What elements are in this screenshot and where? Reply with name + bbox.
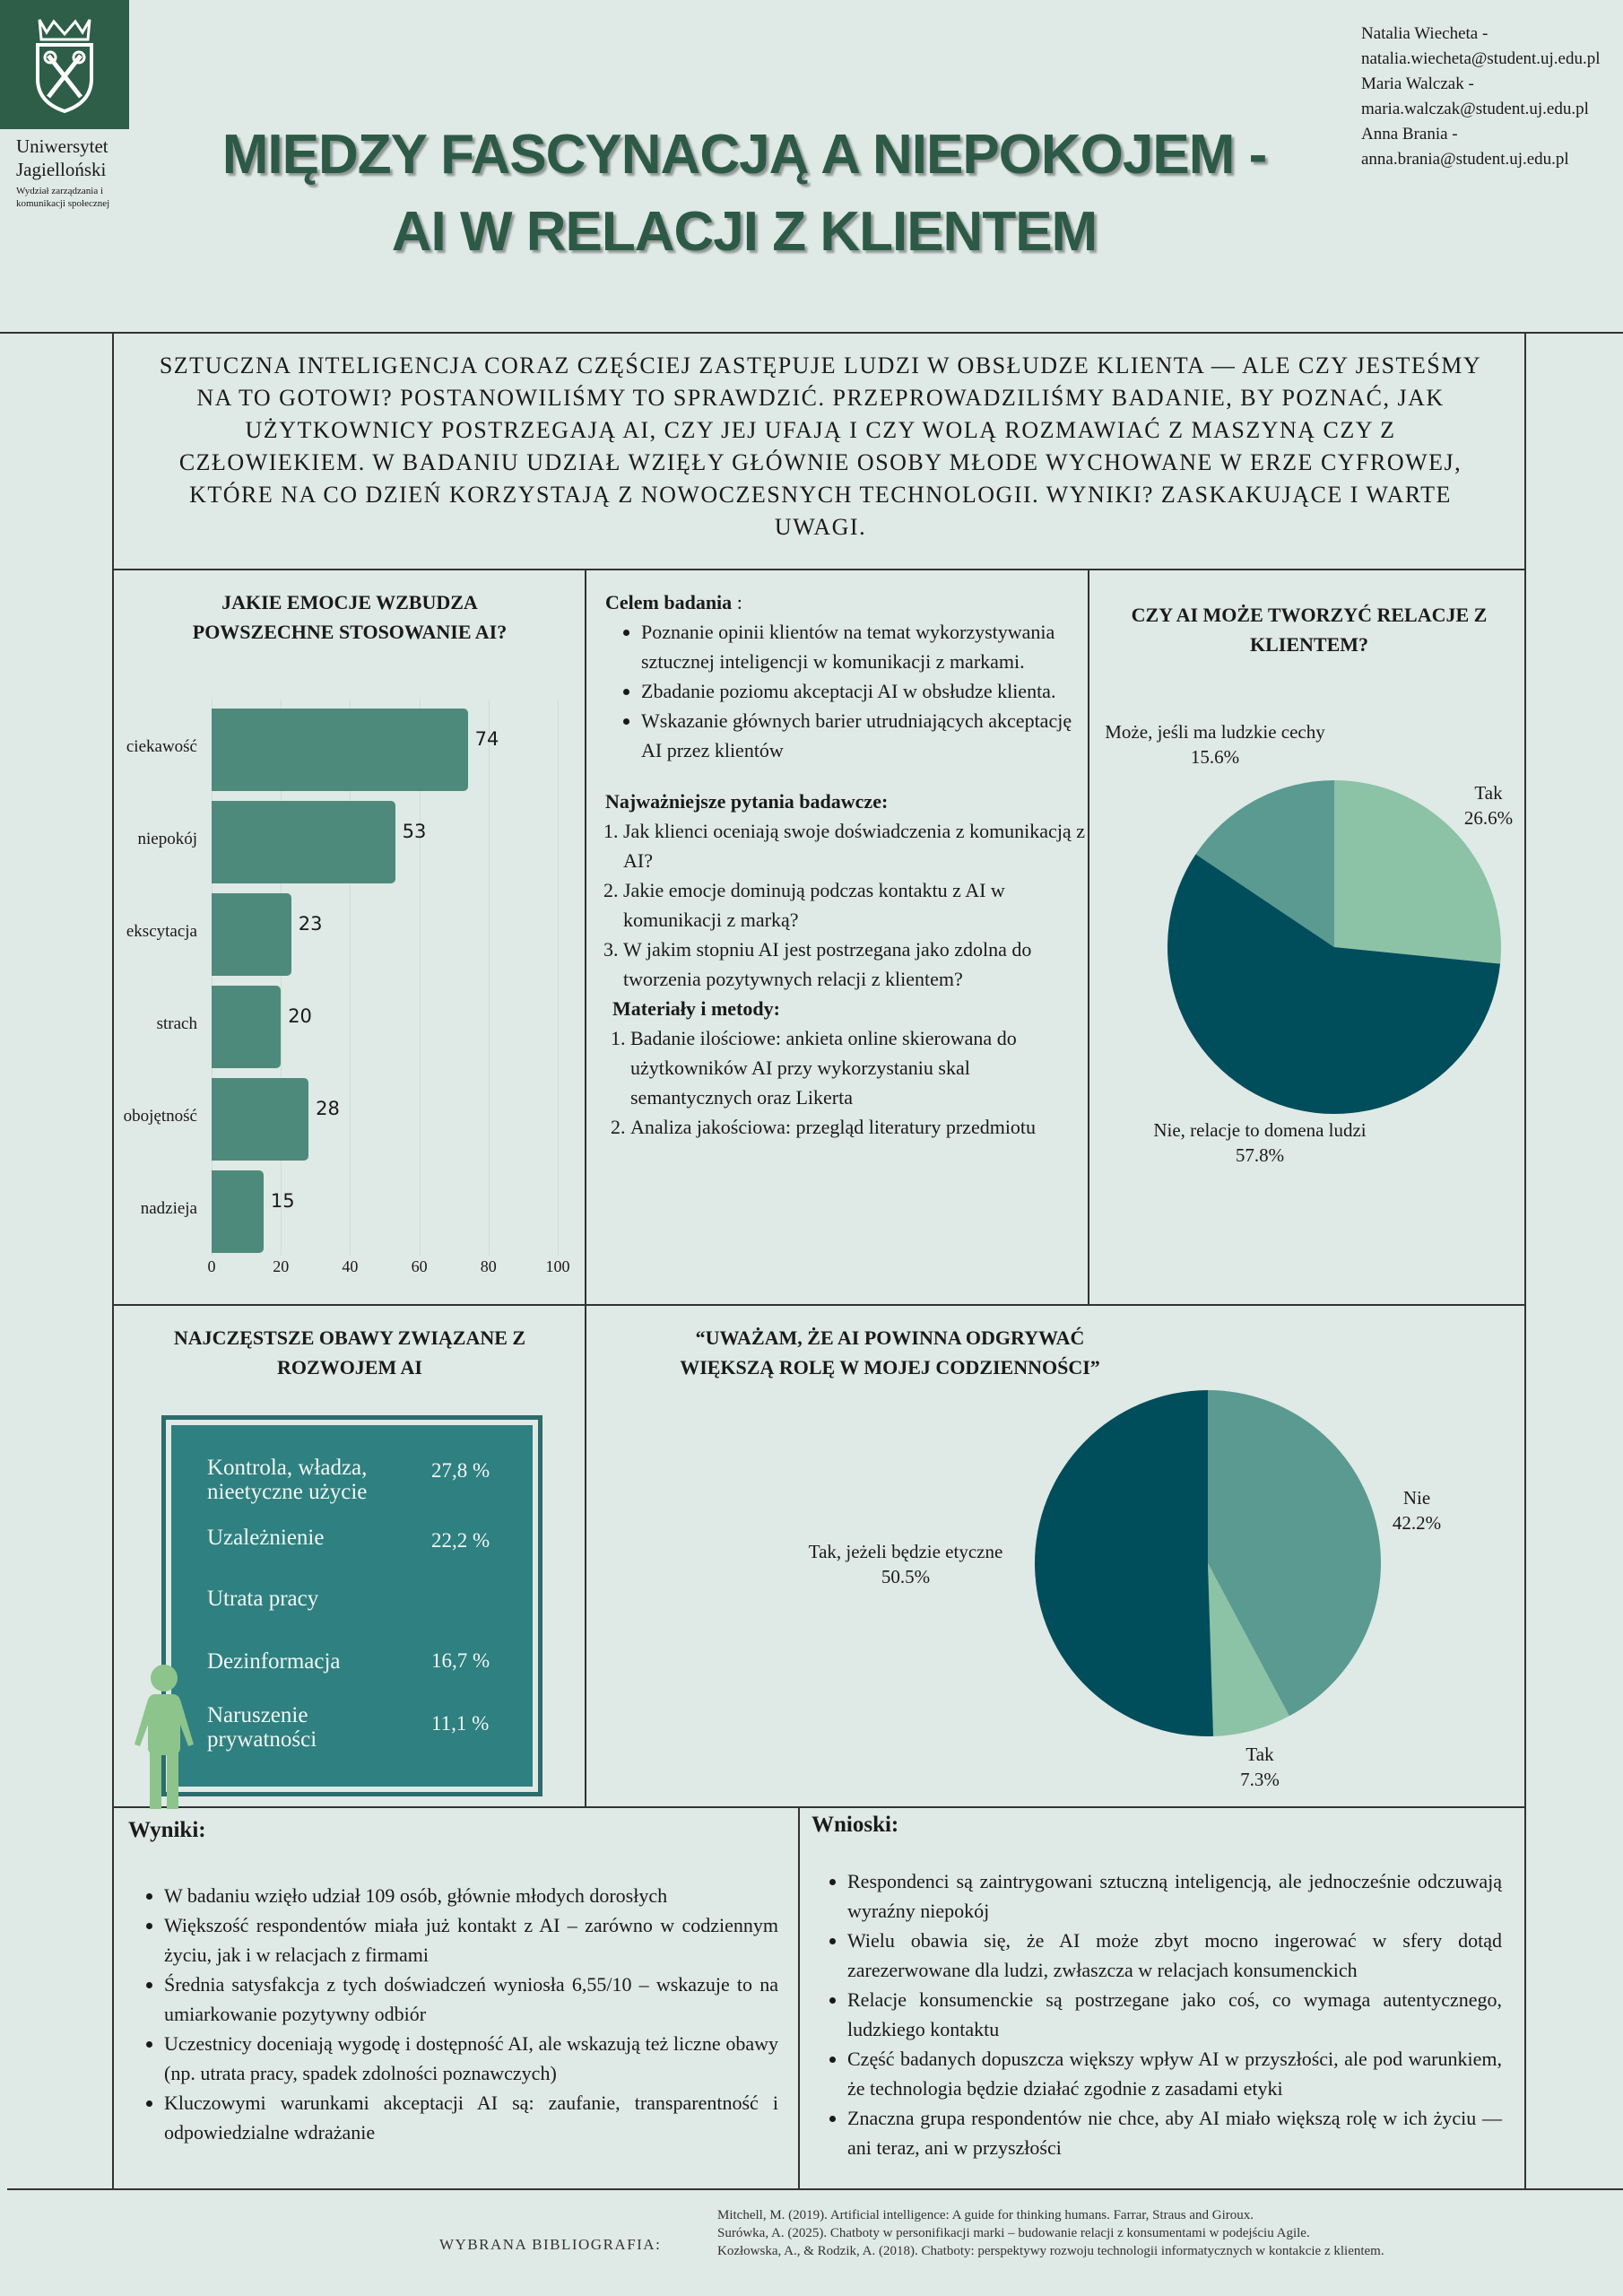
list-item: • Wielu obawia się, że AI może zbyt mocno ingerować w sfery dotąd zarezerwowane dla ludzi, zwłaszcza w relacjach konsumenckich <box>847 1926 1502 1985</box>
concern-label: Utrata pracy <box>207 1587 319 1611</box>
concerns-title: NAJCZĘSTSZE OBAWY ZWIĄZANE Z ROZWOJEM AI <box>173 1326 526 1378</box>
pie-label-yes: Tak 7.3% <box>1240 1744 1280 1790</box>
x-tick-label: 20 <box>273 1257 290 1275</box>
pie-label-no: Nie 42.2% <box>1392 1487 1442 1534</box>
methods-section: Celem badania : • Poznanie opinii klientów na temat wykorzystywania sztucznej inteligencji w komunikacji z markami. • Zbadanie poziomu akceptacji AI w obsłudze klienta. • Wskazanie głównych barier utrudniających akceptację AI przez klientów Najważniejsze pytania badawcze: 1. Jak klienci oceniają swoje doświadczenia z komunikacją z AI? 2. Jakie emocje dominują podczas kontaktu z AI w komunikacji z marką? 3. W jakim stopniu AI jest postrzegana jako zdolna do tworzenia pozytywnych relacji z klientem? Materiały i metody: 1. Badanie ilościowe: ankieta online skierowana do użytkowników AI przy wykorzystaniu skal semantycznych oraz Likerta 2. Analiza jakościowa: przegląd literatury przedmiotu <box>605 587 1089 1142</box>
conclusions-section <box>812 1810 1502 2162</box>
pie-label-no: Nie, relacje to domena ludzi 57.8% <box>1153 1119 1367 1166</box>
concern-value: 27,8 % <box>431 1459 490 1482</box>
x-tick-label: 100 <box>545 1257 570 1275</box>
author-line: Natalia Wiecheta - <box>1361 24 1488 43</box>
bar <box>212 1170 264 1253</box>
x-tick-label: 60 <box>411 1257 428 1275</box>
x-tick-label: 40 <box>342 1257 359 1275</box>
list-item: • Kluczowymi warunkami akceptacji AI są: zaufanie, transparentność i odpowiedzialne wdrażanie <box>164 2088 778 2147</box>
bibliography-label: WYBRANA BIBLIOGRAFIA: <box>439 2236 662 2253</box>
pie-label-maybe: Może, jeśli ma ludzkie cechy 15.6% <box>1105 721 1325 768</box>
concern-label: Dezinformacja <box>207 1649 341 1674</box>
list-item: • Relacje konsumenckie są postrzegane jako coś, co wymaga autentycznego, ludzkiego kontaktu <box>847 1985 1502 2044</box>
divider <box>112 332 114 2190</box>
faculty-name: Wydział zarządzania i komunikacji społecznej <box>16 186 110 209</box>
materials-list <box>605 1023 1089 1142</box>
list-item: • Część badanych dopuszcza większy wpływ AI w przyszłości, ale pod warunkiem, że technologia będzie działać zgodnie z zasadami etyki <box>847 2044 1502 2103</box>
category-label: nadzieja <box>140 1199 197 1218</box>
authors <box>1361 22 1601 172</box>
concerns-board <box>166 1420 538 1792</box>
pie-label-yes: Tak 26.6% <box>1463 782 1514 829</box>
bibliography-item: Mitchell, M. (2019). Artificial intelligence: A guide for thinking humans. Farrar, Straus and Giroux. <box>717 2208 1254 2222</box>
bar-value-label: 23 <box>298 913 323 935</box>
concern-value: 22,2 % <box>431 1529 490 1552</box>
person-icon <box>133 1664 195 1812</box>
author-line: Maria Walczak - <box>1361 74 1474 93</box>
bar <box>212 986 281 1068</box>
emotions-chart-title: JAKIE EMOCJE WZBUDZA POWSZECHNE STOSOWANIE AI? <box>192 591 508 643</box>
university-logo <box>0 0 129 129</box>
list-item: • Znaczna grupa respondentów nie chce, aby AI miało większą rolę w ich życiu — ani teraz, ani w przyszłości <box>847 2103 1502 2162</box>
author-email[interactable]: anna.brania@student.uj.edu.pl <box>1361 150 1569 169</box>
divider <box>112 1806 1526 1808</box>
goal-list <box>605 617 1089 765</box>
results-list <box>128 1881 778 2147</box>
list-item: • Wskazanie głównych barier utrudniających akceptację AI przez klientów <box>641 706 1089 765</box>
author-email[interactable]: maria.walczak@student.uj.edu.pl <box>1361 100 1589 118</box>
x-tick-label: 0 <box>207 1257 216 1275</box>
concern-label: Kontrola, władza, nieetyczne użycie <box>207 1456 368 1504</box>
relations-chart-title: CZY AI MOŻE TWORZYĆ RELACJE Z KLIENTEM? <box>1131 604 1488 656</box>
bar <box>212 893 291 976</box>
bar-value-label: 15 <box>270 1190 295 1212</box>
list-item: • W badaniu wzięło udział 109 osób, głównie młodych dorosłych <box>164 1881 778 1910</box>
category-label: strach <box>156 1014 197 1033</box>
category-label: niepokój <box>137 830 197 848</box>
category-label: obojętność <box>123 1107 197 1126</box>
divider <box>1524 332 1526 2190</box>
list-item: 3. W jakim stopniu AI jest postrzegana jako zdolna do tworzenia pozytywnych relacji z klientem? <box>623 935 1089 994</box>
conclusions-heading: Wnioski: <box>812 1813 899 1837</box>
list-item: • Uczestnicy doceniają wygodę i dostępność AI, ale wskazują też liczne obawy (np. utrata pracy, spadek zdolności poznawczych) <box>164 2029 778 2088</box>
list-item: 2. Jakie emocje dominują podczas kontaktu z AI w komunikacji z marką? <box>623 875 1089 935</box>
list-item: 1. Badanie ilościowe: ankieta online skierowana do użytkowników AI przy wykorzystaniu skal semantycznych oraz Likerta <box>630 1023 1089 1112</box>
list-item: • Większość respondentów miała już kontakt z AI – zarówno w codziennym życiu, jak i w relacjach z firmami <box>164 1910 778 1970</box>
conclusions-list <box>812 1866 1502 2162</box>
category-label: ciekawość <box>126 737 197 756</box>
questions-heading: Najważniejsze pytania badawcze: <box>605 790 889 813</box>
future-role-title: “UWAŻAM, ŻE AI POWINNA ODGRYWAĆ WIĘKSZĄ ROLĘ W MOJEJ CODZIENNOŚCI” <box>680 1326 1100 1378</box>
list-item: • Respondenci są zaintrygowani sztuczną inteligencją, ale jednocześnie odczuwają wyraźny niepokój <box>847 1866 1502 1926</box>
intro-text: SZTUCZNA INTELIGENCJA CORAZ CZĘŚCIEJ ZASTĘPUJE LUDZI W OBSŁUDZE KLIENTA — ALE CZY JESTEŚMY NA TO GOTOWI? POSTANOWILIŚMY TO SPRAWDZIĆ. PRZEPROWADZILIŚMY BADANIE, BY POZNAĆ, JAK UŻYTKOWNICY POSTRZEGAJĄ AI, CZY JEJ UFAJĄ I CZY WOLĄ ROZMAWIAĆ Z MASZYNĄ CZY Z CZŁOWIEKIEM. W BADANIU UDZIAŁ WZIĘŁY GŁÓWNIE OSOBY MŁODE WYCHOWANE W ERZE CYFROWEJ, KTÓRE NA CO DZIEŃ KORZYSTAJĄ Z NOWOCZESNYCH TECHNOLOGII. WYNIKI? ZASKAKUJĄCE I WARTE UWAGI. <box>159 352 1482 540</box>
list-item: 1. Jak klienci oceniają swoje doświadczenia z komunikacją z AI? <box>623 816 1089 875</box>
list-item: • Poznanie opinii klientów na temat wykorzystywania sztucznej inteligencji w komunikacji z markami. <box>641 617 1089 676</box>
concern-label: Naruszenie prywatności <box>207 1703 317 1752</box>
bar-value-label: 20 <box>288 1005 312 1027</box>
crest-icon <box>0 0 129 129</box>
divider <box>798 1806 800 2190</box>
list-item: 2. Analiza jakościowa: przegląd literatury przedmiotu <box>630 1112 1089 1142</box>
divider <box>0 332 1623 334</box>
university-name: Uniwersytet Jagielloński <box>16 135 108 180</box>
results-section <box>128 1815 778 2147</box>
x-tick-label: 80 <box>480 1257 497 1275</box>
bar-value-label: 74 <box>474 728 499 750</box>
divider <box>7 2188 1623 2190</box>
author-email[interactable]: natalia.wiecheta@student.uj.edu.pl <box>1361 49 1601 68</box>
pie-label-yes-ethical: Tak, jeżeli będzie etyczne 50.5% <box>808 1541 1003 1587</box>
bibliography-item: Surówka, A. (2025). Chatboty w personifikacji marki – budowanie relacji z konsumentami w podejściu Agile. <box>717 2226 1310 2240</box>
divider <box>585 569 586 1806</box>
bar <box>212 801 395 883</box>
bar-value-label: 28 <box>316 1098 340 1119</box>
bibliography-list <box>717 2206 1399 2260</box>
list-item: • Zbadanie poziomu akceptacji AI w obsłudze klienta. <box>641 676 1089 706</box>
questions-list <box>605 816 1089 994</box>
gridline <box>489 700 490 1256</box>
goal-heading: Celem badania <box>605 591 733 613</box>
divider <box>112 569 1526 570</box>
materials-heading: Materiały i metody: <box>612 997 780 1020</box>
bibliography-item: Kozłowska, A., & Rodzik, A. (2018). Chatboty: perspektywy rozwoju technologii informatycznych w kontakcie z klientem. <box>717 2244 1384 2258</box>
bar-value-label: 53 <box>402 821 427 842</box>
list-item: • Średnia satysfakcja z tych doświadczeń wyniosła 6,55/10 – wskazuje to na umiarkowanie pozytywny odbiór <box>164 1970 778 2029</box>
bar <box>212 1078 308 1161</box>
author-line: Anna Brania - <box>1361 125 1458 144</box>
concern-value: 11,1 % <box>431 1712 490 1735</box>
pie-slice <box>1035 1390 1213 1736</box>
poster-title: MIĘDZY FASCYNACJĄ A NIEPOKOJEM - AI W RELACJI Z KLIENTEM <box>221 124 1267 263</box>
concern-value: 16,7 % <box>431 1649 490 1672</box>
future-role-pie-chart <box>1033 1388 1383 1738</box>
gridline <box>558 700 559 1256</box>
divider <box>112 1304 1526 1306</box>
category-label: ekscytacja <box>126 922 197 941</box>
concern-label: Uzależnienie <box>207 1526 325 1550</box>
bar <box>212 709 468 791</box>
results-heading: Wyniki: <box>128 1818 206 1842</box>
